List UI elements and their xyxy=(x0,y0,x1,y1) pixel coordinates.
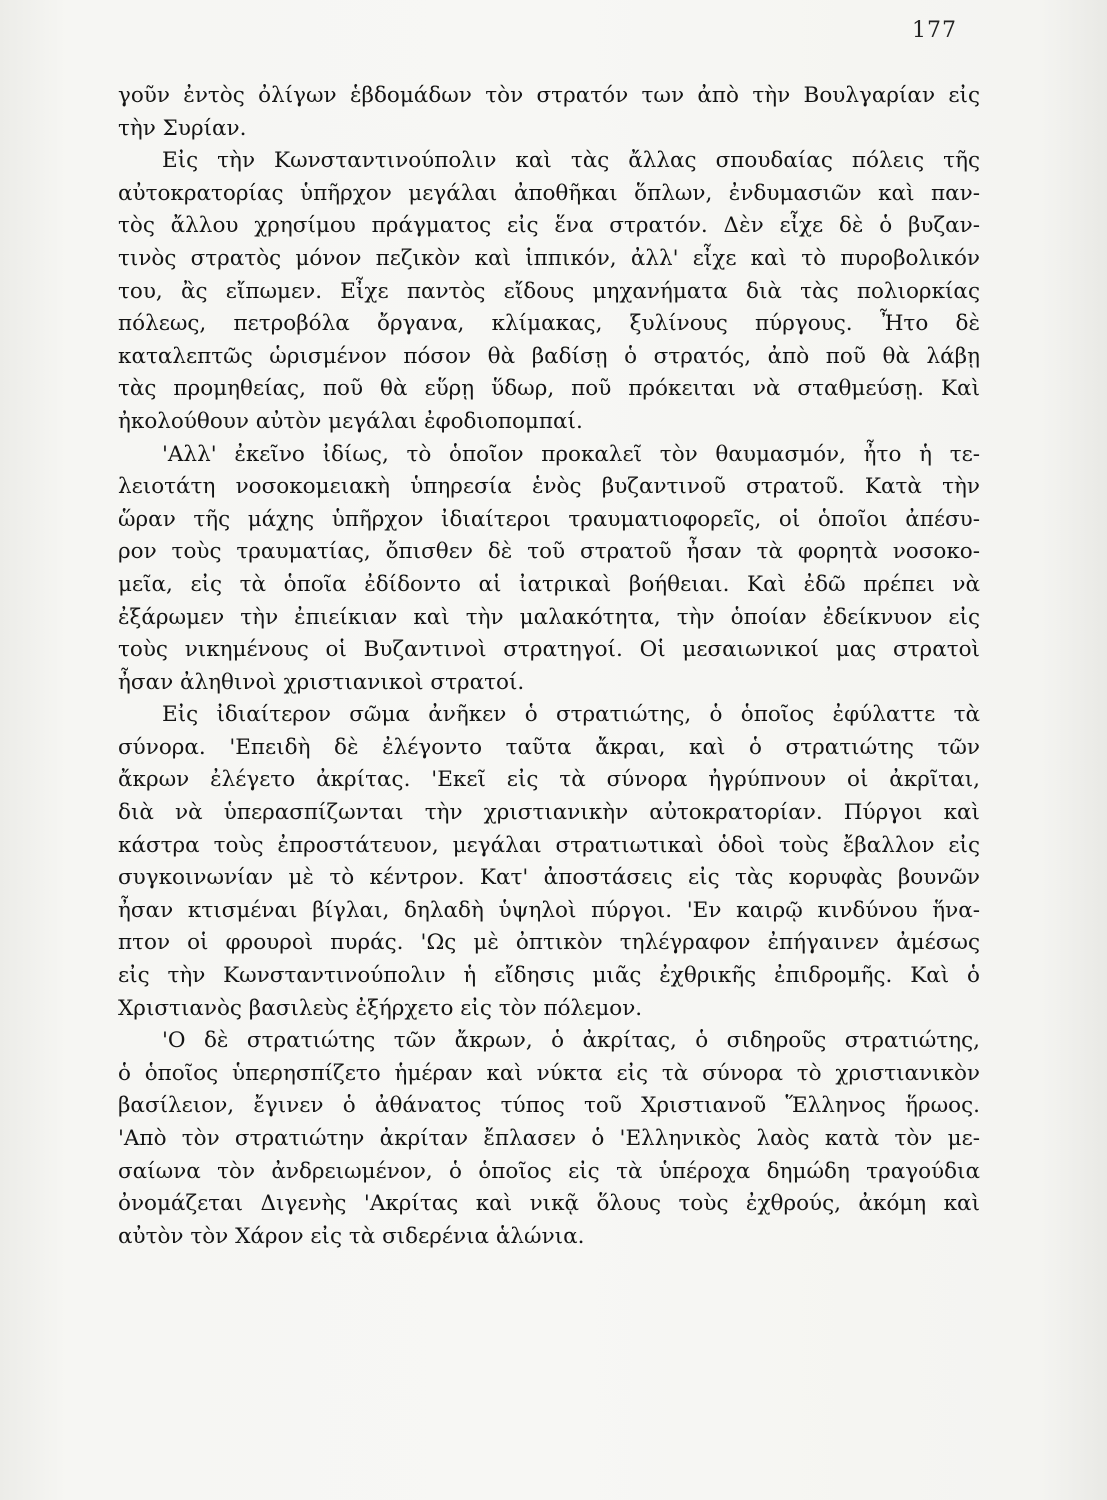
text-line: 'Απὸ τὸν στρατιώτην ἀκρίταν ἔπλασεν ὁ 'Ελληνικὸς λαὸς κατὰ τὸν με- xyxy=(118,1126,980,1151)
text-line: σύνορα. 'Επειδὴ δὲ ἐλέγοντο ταῦτα ἄκραι, καὶ ὁ στρατιώτης τῶν xyxy=(118,734,980,760)
text-line: ἄκρων ἐλέγετο ἀκρίτας. 'Εκεῖ εἰς τὰ σύνορα ἠγρύπνουν οἱ ἀκρῖται, xyxy=(118,767,980,793)
text-line: ἦσαν κτισμέναι βίγλαι, δηλαδὴ ὑψηλοὶ πύργοι. 'Εν καιρῷ κινδύνου ἥνα- xyxy=(118,897,980,923)
text-line: ὥραν τῆς μάχης ὑπῆρχον ἰδιαίτεροι τραυματιοφορεῖς, οἱ ὁποῖοι ἀπέσυ- xyxy=(118,506,980,532)
text-line: πτον οἱ φρουροὶ πυράς. 'Ως μὲ ὀπτικὸν τηλέγραφον ἐπήγαινεν ἀμέσως xyxy=(118,930,980,956)
text-line: αὐτοκρατορίας ὑπῆρχον μεγάλαι ἀποθῆκαι ὅπλων, ἐνδυμασιῶν καὶ παν- xyxy=(118,180,980,206)
text-line: πόλεως, πετροβόλα ὄργανα, κλίμακας, ξυλίνους πύργους. Ἦτο δὲ xyxy=(118,311,980,337)
text-line: γοῦν ἐντὸς ὀλίγων ἑβδομάδων τὸν στρατόν των ἀπὸ τὴν Βουλγαρίαν εἰς xyxy=(118,83,980,108)
text-line: σαίωνα τὸν ἀνδρειωμένον, ὁ ὁποῖος εἰς τὰ ὑπέροχα δημώδη τραγούδια xyxy=(118,1158,980,1184)
text-line: τὸς ἄλλου χρησίμου πράγματος εἰς ἕνα στρατόν. Δὲν εἶχε δὲ ὁ βυζαν- xyxy=(118,213,980,239)
text-line: ὀνομάζεται Διγενὴς 'Ακρίτας καὶ νικᾷ ὅλους τοὺς ἐχθρούς, ἀκόμη καὶ xyxy=(118,1191,980,1217)
text-line: Χριστιανὸς βασιλεὺς ἐξήρχετο εἰς τὸν πόλεμον. xyxy=(118,995,643,1021)
text-line: ἠκολούθουν αὐτὸν μεγάλαι ἐφοδιοπομπαί. xyxy=(118,408,583,434)
text-line: τὰς προμηθείας, ποῦ θὰ εὕρῃ ὕδωρ, ποῦ πρόκειται νὰ σταθμεύσῃ. Καὶ xyxy=(118,376,980,402)
text-line: ρον τοὺς τραυματίας, ὄπισθεν δὲ τοῦ στρατοῦ ἦσαν τὰ φορητὰ νοσοκο- xyxy=(118,539,980,565)
text-line: βασίλειον, ἔγινεν ὁ ἀθάνατος τύπος τοῦ Χριστιανοῦ Ἕλληνος ἥρωος. xyxy=(118,1093,980,1119)
text-line: διὰ νὰ ὑπερασπίζωνται τὴν χριστιανικὴν αὐτοκρατορίαν. Πύργοι καὶ xyxy=(118,800,980,826)
text-line: λειοτάτη νοσοκομειακὴ ὑπηρεσία ἑνὸς βυζαντινοῦ στρατοῦ. Κατὰ τὴν xyxy=(118,474,980,500)
text-line: 'Αλλ' ἐκεῖνο ἰδίως, τὸ ὁποῖον προκαλεῖ τὸν θαυμασμόν, ἦτο ἡ τε- xyxy=(162,441,980,467)
page-body-text xyxy=(118,80,980,1253)
text-line: ἦσαν ἀληθινοὶ χριστιανικοὶ στρατοί. xyxy=(118,669,525,695)
text-line: 'Ο δὲ στρατιώτης τῶν ἄκρων, ὁ ἀκρίτας, ὁ σιδηροῦς στρατιώτης, xyxy=(162,1028,980,1054)
text-line: αὐτὸν τὸν Χάρον εἰς τὰ σιδερένια ἁλώνια. xyxy=(118,1223,585,1249)
text-line: Εἰς τὴν Κωνσταντινούπολιν καὶ τὰς ἄλλας σπουδαίας πόλεις τῆς xyxy=(162,148,980,174)
text-line: εἰς τὴν Κωνσταντινούπολιν ἡ εἴδησις μιᾶς ἐχθρικῆς ἐπιδρομῆς. Καὶ ὁ xyxy=(118,963,980,989)
text-line: τοὺς νικημένους οἱ Βυζαντινοὶ στρατηγοί. Οἱ μεσαιωνικοί μας στρατοὶ xyxy=(118,637,980,663)
text-line: συγκοινωνίαν μὲ τὸ κέντρον. Κατ' ἀποστάσεις εἰς τὰς κορυφὰς βουνῶν xyxy=(118,865,980,891)
text-line: μεῖα, εἰς τὰ ὁποῖα ἐδίδοντο αἱ ἰατρικαὶ βοήθειαι. Καὶ ἐδῶ πρέπει νὰ xyxy=(118,571,980,597)
text-line: τινὸς στρατὸς μόνον πεζικὸν καὶ ἱππικόν, ἀλλ' εἶχε καὶ τὸ πυροβολικόν xyxy=(118,245,980,271)
text-line: του, ἂς εἴπωμεν. Εἶχε παντὸς εἴδους μηχανήματα διὰ τὰς πολιορκίας xyxy=(118,278,980,304)
text-line: ἐξάρωμεν τὴν ἐπιείκιαν καὶ τὴν μαλακότητα, τὴν ὁποίαν ἐδείκνυον εἰς xyxy=(118,604,980,630)
text-line: καταλεπτῶς ὡρισμένον πόσον θὰ βαδίσῃ ὁ στρατός, ἀπὸ ποῦ θὰ λάβῃ xyxy=(118,343,980,369)
text-line: κάστρα τοὺς ἐπροστάτευον, μεγάλαι στρατιωτικαὶ ὁδοὶ τοὺς ἔβαλλον εἰς xyxy=(118,832,980,858)
text-line: τὴν Συρίαν. xyxy=(118,115,247,141)
text-line: Εἰς ἰδιαίτερον σῶμα ἀνῆκεν ὁ στρατιώτης, ὁ ὁποῖος ἐφύλαττε τὰ xyxy=(162,702,980,728)
page-number: 177 xyxy=(912,18,957,43)
text-line: ὁ ὁποῖος ὑπερησπίζετο ἡμέραν καὶ νύκτα εἰς τὰ σύνορα τὸ χριστιανικὸν xyxy=(118,1060,980,1086)
